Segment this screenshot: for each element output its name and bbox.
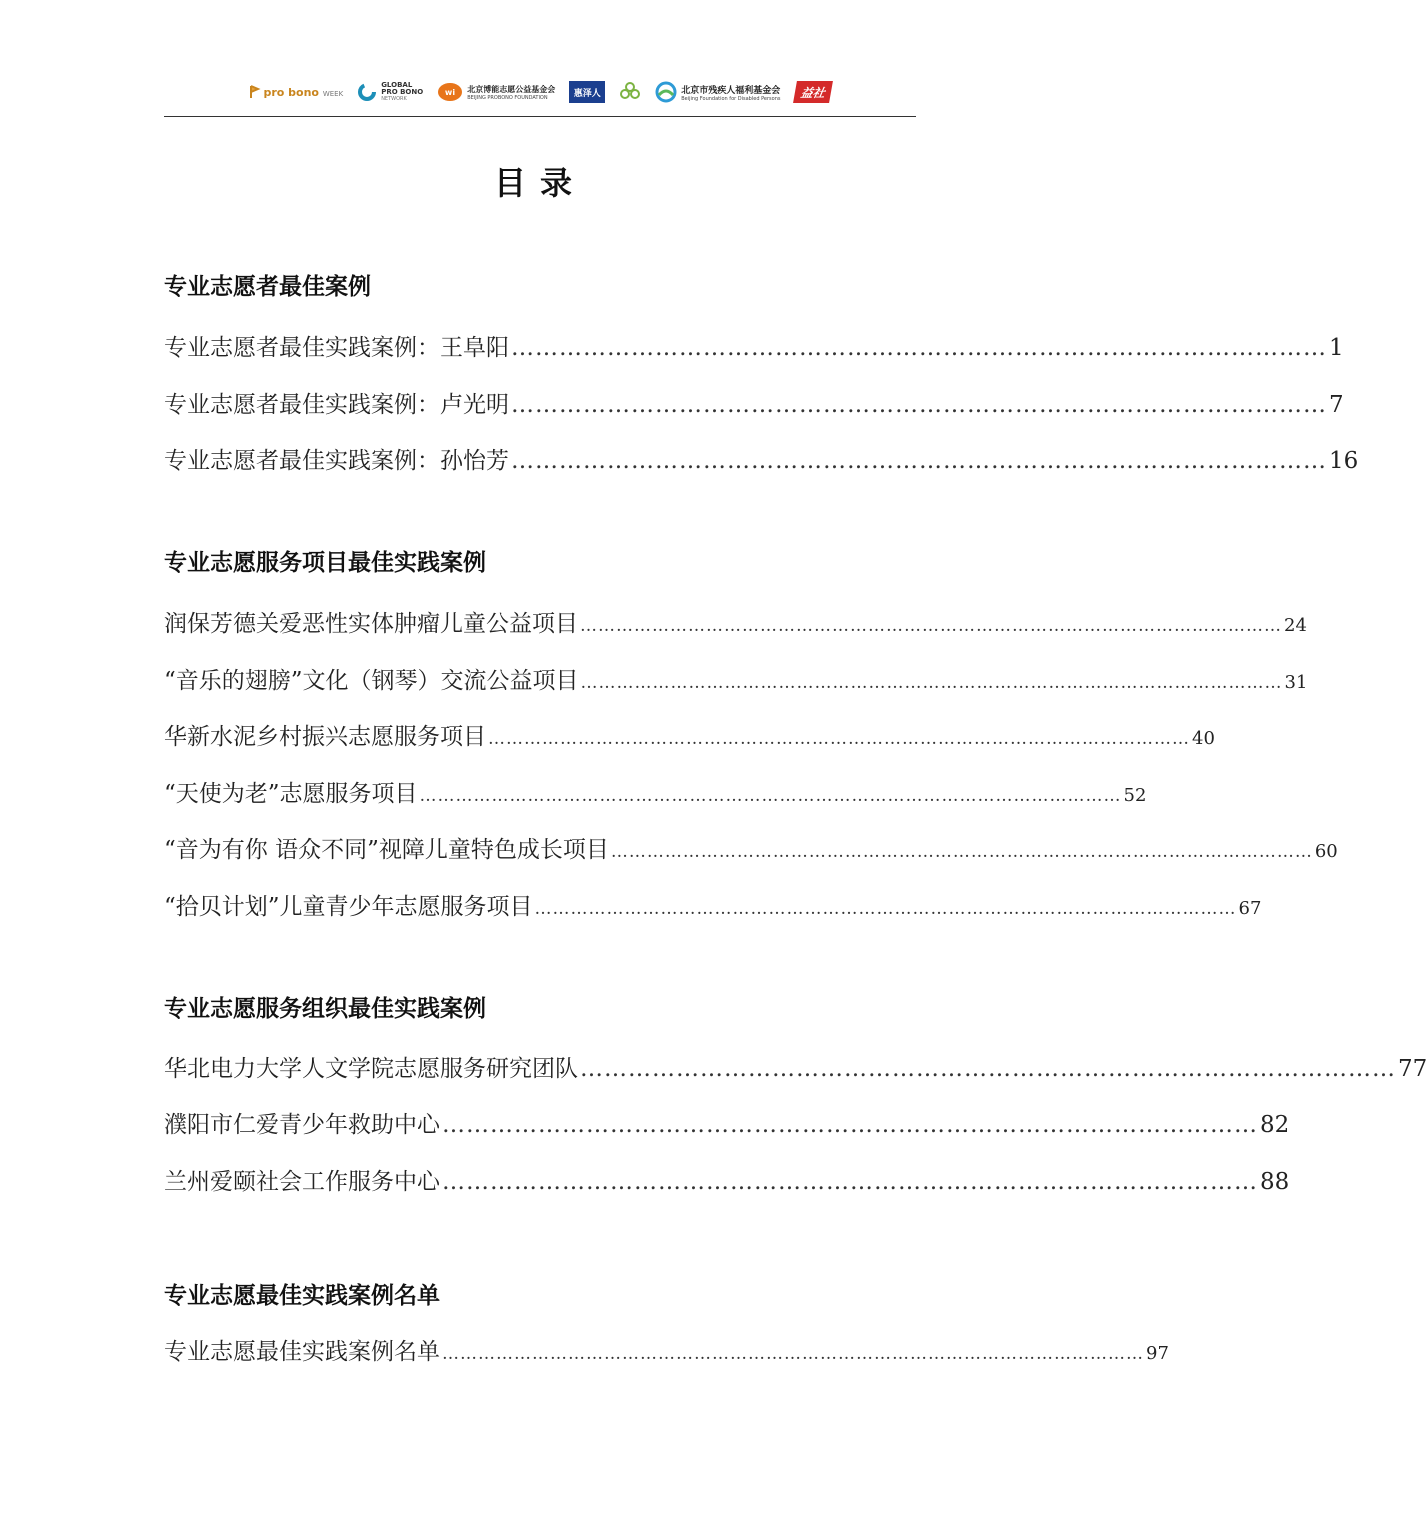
toc-entry[interactable] xyxy=(164,775,1147,809)
toc-page-number: 82 xyxy=(1260,1112,1290,1138)
bjpb-mark-icon xyxy=(437,82,463,102)
huize-logo: 惠泽人 xyxy=(569,81,605,103)
header-logos xyxy=(164,70,916,114)
toc-entry[interactable] xyxy=(164,662,1308,696)
toc-page-number: 31 xyxy=(1284,672,1308,693)
page-title: 目录 xyxy=(493,164,586,202)
toc-page-number: 7 xyxy=(1329,392,1344,418)
bfdp-logo: 北京市残疾人福利基金会 Beijing Foundation for Disabled Persons xyxy=(655,81,780,103)
toc-entry[interactable] xyxy=(164,1050,1427,1084)
toc-entry-label: 专业志愿最佳实践案例名单 xyxy=(164,1339,440,1365)
toc-leader: ……………………………………………………………………………………………………… xyxy=(488,729,1190,749)
toc-page-number: 24 xyxy=(1284,615,1307,636)
toc-leader: ………………………………………………………………………………………… xyxy=(511,448,1327,474)
toc-leader: ………………………………………………………………………………………… xyxy=(580,1056,1396,1082)
toc-leader: ……………………………………………………………………………………………………… xyxy=(580,673,1283,693)
toc-entry[interactable] xyxy=(164,605,1307,639)
section-heading: 专业志愿者最佳案例 xyxy=(164,274,371,300)
toc-page-number: 77 xyxy=(1398,1056,1427,1082)
bfdp-emblem-icon xyxy=(655,81,677,103)
toc-page-number: 1 xyxy=(1329,335,1344,361)
toc-entry[interactable] xyxy=(164,386,1344,420)
section-heading: 专业志愿服务组织最佳实践案例 xyxy=(164,996,486,1022)
toc-leader: ………………………………………………………………………………………… xyxy=(442,1112,1258,1138)
toc-leader: ……………………………………………………………………………………………………… xyxy=(610,842,1313,862)
toc-page-number: 40 xyxy=(1192,728,1215,749)
gpbn-ring-icon xyxy=(357,82,377,102)
toc-leader: ……………………………………………………………………………………………………… xyxy=(419,786,1122,806)
toc-entry-label: 专业志愿者最佳实践案例：王阜阳 xyxy=(164,335,509,361)
toc-entry-label: 专业志愿者最佳实践案例：孙怡芳 xyxy=(164,448,509,474)
toc-leader: ………………………………………………………………………………………… xyxy=(511,335,1327,361)
clover-icon xyxy=(619,81,641,103)
header-rule xyxy=(164,116,916,117)
toc-entry[interactable] xyxy=(164,888,1262,922)
toc-entry[interactable] xyxy=(164,1106,1290,1140)
toc-page-number: 52 xyxy=(1123,785,1147,806)
toc-page-number: 60 xyxy=(1314,841,1338,862)
toc-entry-label: 润保芳德关爱恶性实体肿瘤儿童公益项目 xyxy=(164,611,578,637)
toc-entry[interactable] xyxy=(164,1333,1169,1367)
toc-entry[interactable] xyxy=(164,442,1359,476)
toc-leader: ……………………………………………………………………………………………………… xyxy=(534,899,1237,919)
toc-entry[interactable] xyxy=(164,329,1344,363)
svg-text:wi: wi xyxy=(445,88,456,97)
toc-page-number: 67 xyxy=(1238,898,1262,919)
toc-entry[interactable] xyxy=(164,718,1215,752)
section-heading: 专业志愿最佳实践案例名单 xyxy=(164,1283,440,1309)
toc-entry-label: 濮阳市仁爱青少年救助中心 xyxy=(164,1112,440,1138)
clover-logo xyxy=(619,81,641,103)
toc-entry[interactable] xyxy=(164,831,1338,865)
toc-entry-label: “音乐的翅膀”文化（钢琴）交流公益项目 xyxy=(164,668,579,694)
toc-leader: ……………………………………………………………………………………………………… xyxy=(580,616,1282,636)
flag-icon xyxy=(249,85,259,99)
toc-entry[interactable] xyxy=(164,1163,1290,1197)
toc-leader: ………………………………………………………………………………………… xyxy=(511,392,1327,418)
gpbn-logo: GLOBAL PRO BONO NETWORK xyxy=(357,82,423,103)
toc-entry-label: “音为有你 语众不同”视障儿童特色成长项目 xyxy=(164,837,609,863)
toc-leader: ……………………………………………………………………………………………………… xyxy=(442,1344,1144,1364)
toc-entry-label: 华新水泥乡村振兴志愿服务项目 xyxy=(164,724,486,750)
toc-page-number: 16 xyxy=(1329,448,1359,474)
probono-week-logo: pro bono WEEK xyxy=(249,85,343,99)
toc-leader: ………………………………………………………………………………………… xyxy=(442,1169,1258,1195)
toc-entry-label: “天使为老”志愿服务项目 xyxy=(164,781,418,807)
toc-entry-label: 华北电力大学人文学院志愿服务研究团队 xyxy=(164,1056,578,1082)
bjpb-logo: wi 北京博能志愿公益基金会 BEIJING PROBONO FOUNDATION xyxy=(437,82,555,102)
toc-page-number: 97 xyxy=(1146,1343,1169,1364)
toc-entry-label: “拾贝计划”儿童青少年志愿服务项目 xyxy=(164,894,533,920)
toc-page-number: 88 xyxy=(1260,1169,1290,1195)
toc-entry-label: 兰州爱颐社会工作服务中心 xyxy=(164,1169,440,1195)
toc-entry-label: 专业志愿者最佳实践案例：卢光明 xyxy=(164,392,509,418)
section-heading: 专业志愿服务项目最佳实践案例 xyxy=(164,550,486,576)
yishe-logo: 益社 xyxy=(795,81,831,103)
